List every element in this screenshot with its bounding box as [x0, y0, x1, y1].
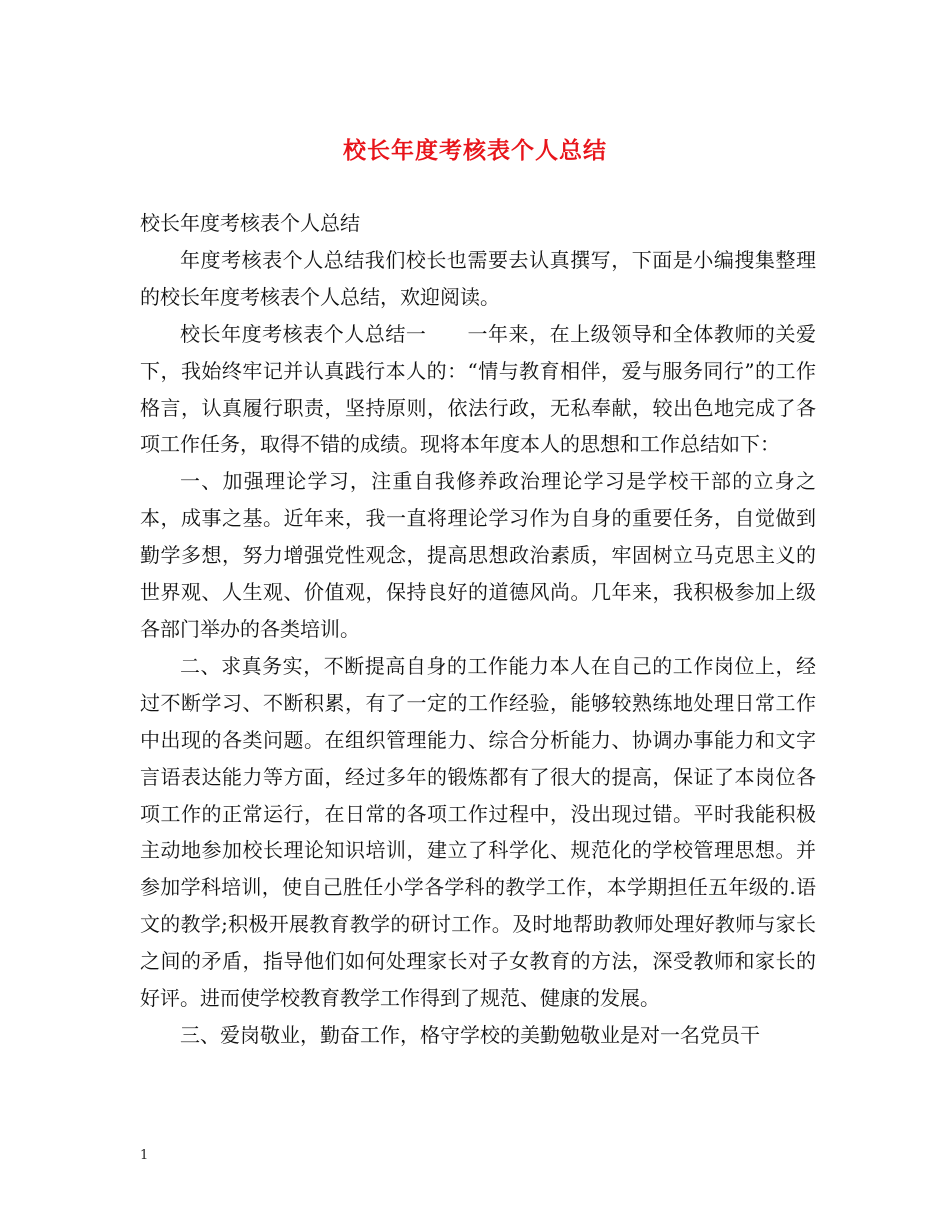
paragraph-summary-one: 校长年度考核表个人总结一 一年来，在上级领导和全体教师的关爱下，我始终牢记并认真践行本人的：“情与教育相伴，爱与服务同行”的工作格言，认真履行职责，坚持原则，依法行政，无私奉献，较出色地完成了各项工作任务，取得不错的成绩。现将本年度本人的思想和工作总结如下：: [140, 321, 816, 457]
paragraph-work-ability: 二、求真务实，不断提高自身的工作能力本人在自己的工作岗位上，经过不断学习、不断积累，有了一定的工作经验，能够较熟练地处理日常工作中出现的各类问题。在组织管理能力、综合分析能力、协调办事能力和文字言语表达能力等方面，经过多年的锻炼都有了很大的提高，保证了本岗位各项工作的正常运行，在日常的各项工作过程中，没出现过错。平时我能积极主动地参加校长理论知识培训，建立了科学化、规范化的学校管理思想。并参加学科培训，使自己胜任小学各学科的教学工作，本学期担任五年级的.语文的教学;积极开展教育教学的研讨工作。及时地帮助教师处理好教师与家长之间的矛盾，指导他们如何处理家长对子女教育的方法，深受教师和家长的好评。进而使学校教育教学工作得到了规范、健康的发展。: [140, 653, 816, 1011]
document-subtitle: 校长年度考核表个人总结: [140, 211, 360, 235]
paragraph-dedication: 三、爱岗敬业，勤奋工作，格守学校的美勤勉敬业是对一名党员干: [180, 1022, 760, 1047]
page-number: 1: [140, 1148, 149, 1163]
document-body: [140, 205, 816, 1054]
paragraph-theory-study: 一、加强理论学习，注重自我修养政治理论学习是学校干部的立身之本，成事之基。近年来，我一直将理论学习作为自身的重要任务，自觉做到勤学多想，努力增强党性观念，提高思想政治素质，牢固树立马克思主义的世界观、人生观、价值观，保持良好的道德风尚。几年来，我积极参加上级各部门举办的各类培训。: [140, 469, 816, 641]
page-title: 校长年度考核表个人总结: [343, 137, 607, 164]
paragraph-intro: 年度考核表个人总结我们校长也需要去认真撰写，下面是小编搜集整理的校长年度考核表个人总结，欢迎阅读。: [140, 247, 816, 309]
